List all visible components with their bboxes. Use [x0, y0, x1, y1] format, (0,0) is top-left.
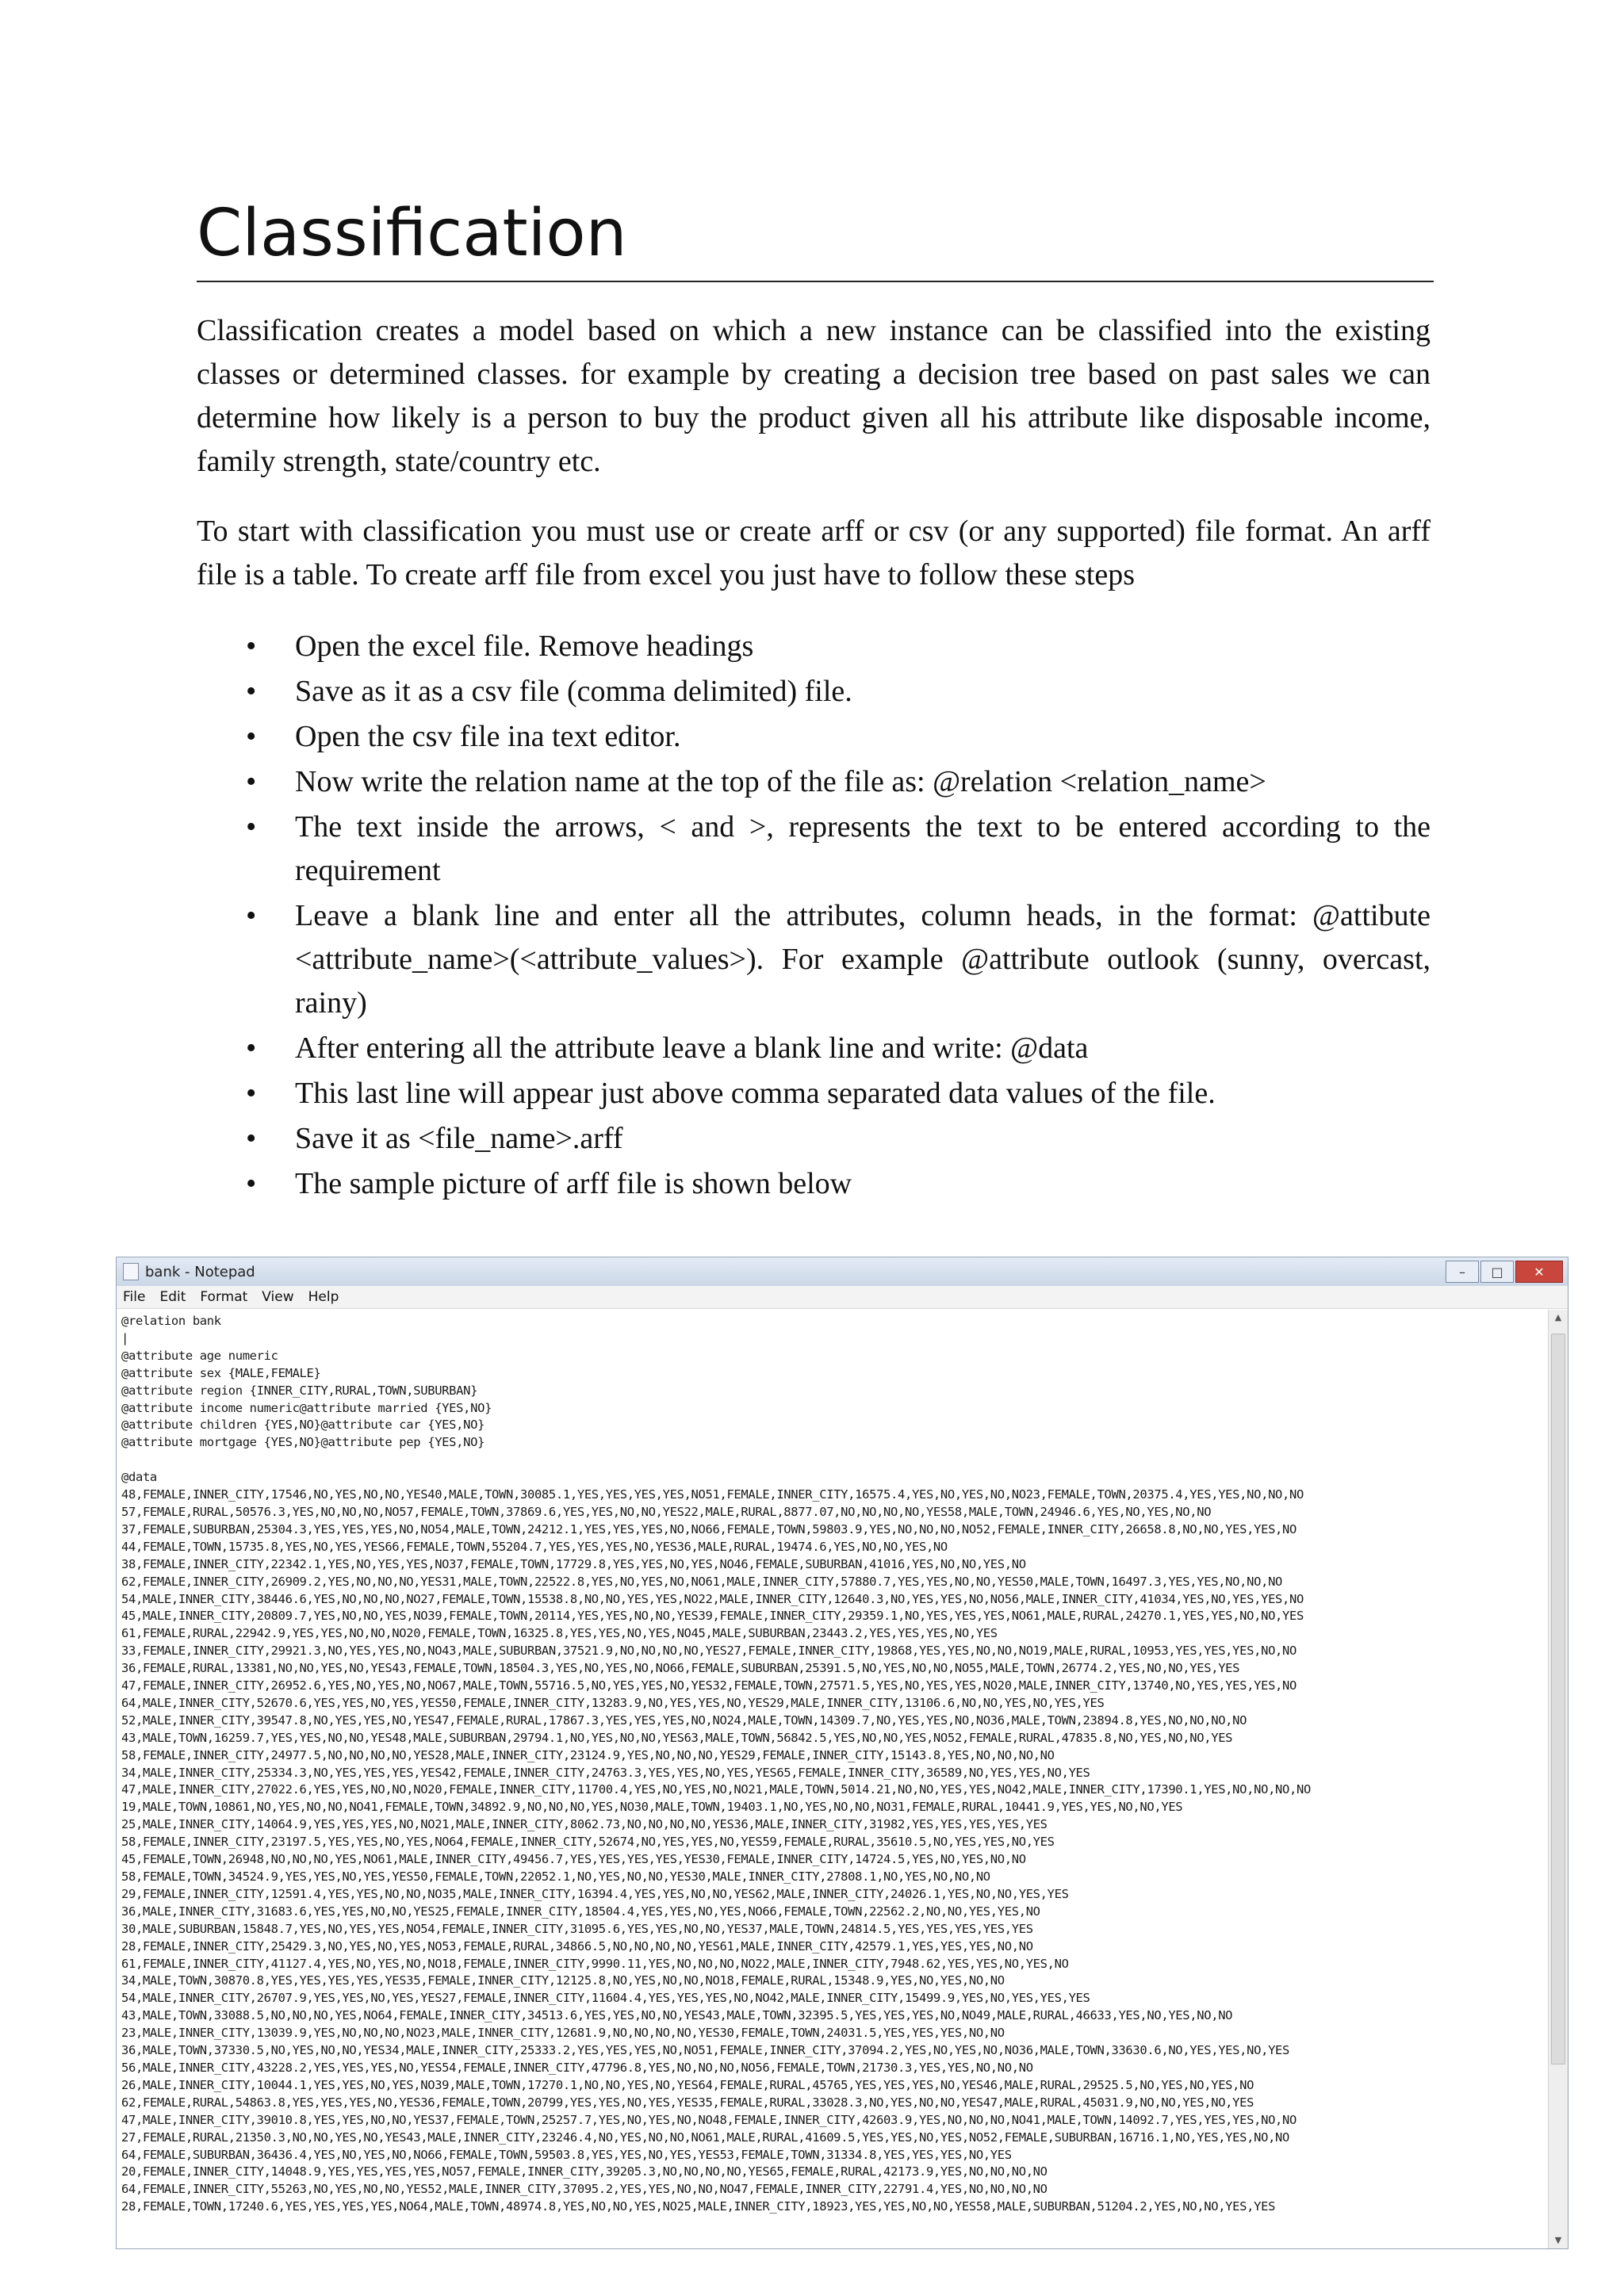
step-item: [246, 625, 1431, 668]
scroll-down-icon[interactable]: ▼: [1554, 2235, 1562, 2245]
step-item: [246, 894, 1431, 1025]
bullet-icon: •: [246, 810, 257, 844]
step-item: [246, 715, 1431, 759]
vertical-scrollbar[interactable]: [1548, 1310, 1568, 2248]
step-text: After entering all the attribute leave a blank line and write: @data: [295, 1031, 1089, 1065]
step-item: [246, 670, 1431, 714]
menu-format[interactable]: Format: [200, 1289, 248, 1305]
arff-file-content[interactable]: @relation bank | @attribute age numeric @attribute sex {MALE,FEMALE} @attribute region {INNER_CITY,RURAL,TOWN,SUBURBAN} @attribute income numeric@attribute married {YES,NO} @attribute children {YES,NO}@attribute car {YES,NO} @attribute mortgage {YES,NO}@attribute pep {YES,NO} @data 48,FEMALE,INNER_CITY,17546,NO,YES,NO,NO,YES40,MALE,TOWN,30085.1,YES,YES,YES,YES,NO51,FEMALE,INNER_CITY,16575.4,YES,NO,YES,NO,NO23,FEMALE,TOWN,20375.4,YES,YES,NO,NO,NO 57,FEMALE,RURAL,50576.3,YES,NO,NO,NO,NO57,FEMALE,TOWN,37869.6,YES,YES,NO,NO,YES22,MALE,RURAL,8877.07,NO,NO,NO,NO,YES58,MALE,TOWN,24946.6,YES,NO,YES,NO,NO 37,FEMALE,SUBURBAN,25304.3,YES,YES,YES,NO,NO54,MALE,TOWN,24212.1,YES,YES,YES,NO,NO66,FEMALE,TOWN,59803.9,YES,NO,NO,NO,NO52,FEMALE,INNER_CITY,26658.8,NO,NO,YES,YES,NO 44,FEMALE,TOWN,15735.8,YES,NO,YES,YES66,FEMALE,TOWN,55204.7,YES,YES,YES,NO,YES36,MALE,RURAL,19474.6,YES,NO,NO,YES,NO 38,FEMALE,INNER_CITY,22342.1,YES,NO,YES,YES,NO37,FEMALE,TOWN,17729.8,YES,YES,NO,YES,NO46,FEMALE,SUBURBAN,41016,YES,NO,NO,YES,NO 62,FEMALE,INNER_CITY,26909.2,YES,NO,NO,NO,YES31,MALE,TOWN,22522.8,YES,NO,YES,NO,NO61,MALE,INNER_CITY,57880.7,YES,YES,NO,NO,YES50,MALE,TOWN,16497.3,YES,YES,NO,NO,NO 54,MALE,INNER_CITY,38446.6,YES,NO,NO,NO,NO27,FEMALE,TOWN,15538.8,NO,NO,YES,YES,NO22,MALE,INNER_CITY,12640.3,NO,YES,YES,NO,NO56,MALE,INNER_CITY,41034,YES,NO,YES,YES,NO 45,MALE,INNER_CITY,20809.7,YES,NO,NO,YES,NO39,FEMALE,TOWN,20114,YES,YES,NO,NO,YES39,FEMALE,INNER_CITY,29359.1,NO,YES,YES,YES,NO61,MALE,RURAL,24270.1,YES,YES,NO,NO,YES 61,FEMALE,RURAL,22942.9,YES,YES,NO,NO,NO20,FEMALE,TOWN,16325.8,YES,YES,NO,YES,NO45,MALE,SUBURBAN,23443.2,YES,YES,YES,NO,YES 33,FEMALE,INNER_CITY,29921.3,NO,YES,YES,NO,NO43,MALE,SUBURBAN,37521.9,NO,NO,NO,NO,YES27,FEMALE,INNER_CITY,19868,YES,YES,NO,NO,NO19,MALE,RURAL,10953,YES,YES,YES,NO,NO 36,FEMALE,RURAL,13381,NO,NO,YES,NO,YES43,FEMALE,TOWN,18504.3,YES,NO,YES,NO,NO66,FEMALE,SUBURBAN,25391.5,NO,YES,NO,NO,NO55,MALE,TOWN,26774.2,YES,NO,NO,YES,YES 47,FEMALE,INNER_CITY,26952.6,YES,NO,YES,NO,NO67,MALE,TOWN,55716.5,NO,YES,YES,NO,YES32,FEMALE,TOWN,27571.5,YES,NO,YES,YES,NO20,MALE,INNER_CITY,13740,NO,YES,YES,YES,NO 64,MALE,INNER_CITY,52670.6,YES,YES,NO,YES,YES50,FEMALE,INNER_CITY,13283.9,NO,YES,YES,NO,YES29,MALE,INNER_CITY,13106.6,NO,NO,YES,NO,YES,YES 52,MALE,INNER_CITY,39547.8,NO,YES,YES,NO,YES47,FEMALE,RURAL,17867.3,YES,YES,YES,NO,NO24,MALE,TOWN,14309.7,NO,YES,YES,NO,NO36,MALE,TOWN,23894.8,YES,NO,NO,NO,NO 43,MALE,TOWN,16259.7,YES,YES,NO,NO,YES48,MALE,SUBURBAN,29794.1,NO,YES,NO,NO,YES63,MALE,TOWN,56842.5,YES,NO,NO,YES,NO52,FEMALE,RURAL,47835.8,NO,YES,NO,NO,YES 58,FEMALE,INNER_CITY,24977.5,NO,NO,NO,NO,YES28,MALE,INNER_CITY,23124.9,YES,NO,NO,NO,YES29,FEMALE,INNER_CITY,15143.8,YES,NO,NO,NO,NO 34,MALE,INNER_CITY,25334.3,NO,YES,YES,YES,YES42,FEMALE,INNER_CITY,24763.3,YES,YES,NO,YES,YES65,FEMALE,INNER_CITY,36589,NO,YES,YES,NO,YES 47,MALE,INNER_CITY,27022.6,YES,YES,NO,NO,NO20,FEMALE,INNER_CITY,11700.4,YES,NO,YES,NO,NO21,MALE,TOWN,5014.21,NO,NO,YES,YES,NO42,MALE,INNER_CITY,17390.1,YES,NO,NO,NO,NO 19,MALE,TOWN,10861,NO,YES,NO,NO,NO41,FEMALE,TOWN,34892.9,NO,NO,NO,YES,NO30,MALE,TOWN,19403.1,NO,YES,NO,NO,NO31,FEMALE,RURAL,10441.9,YES,YES,NO,NO,YES 25,MALE,INNER_CITY,14064.9,YES,YES,YES,NO,NO21,MALE,INNER_CITY,8062.73,NO,NO,NO,NO,YES36,MALE,INNER_CITY,31982,YES,YES,YES,YES,YES 58,FEMALE,INNER_CITY,23197.5,YES,YES,NO,YES,NO64,FEMALE,INNER_CITY,52674,NO,YES,YES,NO,YES59,FEMALE,RURAL,35610.5,NO,YES,YES,NO,YES 45,FEMALE,TOWN,26948,NO,NO,NO,YES,NO61,MALE,INNER_CITY,49456.7,YES,YES,YES,YES,YES30,FEMALE,INNER_CITY,14724.5,YES,NO,YES,NO,NO 58,FEMALE,TOWN,34524.9,YES,YES,NO,YES,YES50,FEMALE,TOWN,22052.1,NO,YES,NO,NO,YES30,MALE,INNER_CITY,27808.1,NO,YES,NO,NO,NO 29,FEMALE,INNER_CITY,12591.4,YES,YES,NO,NO,NO35,MALE,INNER_CITY,16394.4,YES,YES,NO,NO,YES62,MALE,INNER_CITY,24026.1,YES,NO,NO,YES,YES 36,MALE,INNER_CITY,31683.6,YES,YES,NO,NO,YES25,FEMALE,INNER_CITY,18504.4,YES,YES,NO,YES,NO66,FEMALE,TOWN,22562.2,NO,NO,YES,YES,NO 30,MALE,SUBURBAN,15848.7,YES,NO,YES,YES,NO54,FEMALE,INNER_CITY,31095.6,YES,YES,NO,NO,YES37,MALE,TOWN,24814.5,YES,YES,YES,YES,YES 28,FEMALE,INNER_CITY,25429.3,NO,YES,NO,YES,NO53,FEMALE,RURAL,34866.5,NO,NO,NO,NO,YES61,MALE,INNER_CITY,42579.1,YES,YES,YES,NO,NO 61,FEMALE,INNER_CITY,41127.4,YES,NO,YES,NO,NO18,FEMALE,INNER_CITY,9990.11,YES,NO,NO,NO,NO22,MALE,INNER_CITY,7948.62,YES,YES,NO,YES,NO 34,MALE,TOWN,30870.8,YES,YES,YES,YES,YES35,FEMALE,INNER_CITY,12125.8,NO,YES,NO,NO,NO18,FEMALE,RURAL,15348.9,YES,NO,YES,NO,NO 54,MALE,INNER_CITY,26707.9,YES,YES,NO,YES,YES27,FEMALE,INNER_CITY,11604.4,YES,YES,YES,NO,NO42,MALE,INNER_CITY,15499.9,YES,NO,YES,YES,YES 43,MALE,TOWN,33088.5,NO,NO,NO,YES,NO64,FEMALE,INNER_CITY,34513.6,YES,YES,NO,NO,YES43,MALE,TOWN,32395.5,YES,YES,YES,NO,NO49,MALE,RURAL,46633,YES,NO,YES,NO,NO 23,MALE,INNER_CITY,13039.9,YES,NO,NO,NO,NO23,MALE,INNER_CITY,12681.9,NO,NO,NO,NO,YES30,FEMALE,TOWN,24031.5,YES,YES,YES,NO,NO 36,MALE,TOWN,37330.5,NO,YES,NO,NO,YES34,MALE,INNER_CITY,25333.2,YES,YES,YES,NO,NO51,FEMALE,INNER_CITY,37094.2,YES,NO,YES,NO,NO36,MALE,TOWN,33630.6,NO,YES,YES,NO,YES 56,MALE,INNER_CITY,43228.2,YES,YES,YES,NO,YES54,FEMALE,INNER_CITY,47796.8,YES,NO,NO,NO,NO56,FEMALE,TOWN,21730.3,YES,YES,NO,NO,NO 26,MALE,INNER_CITY,10044.1,YES,YES,NO,YES,NO39,MALE,TOWN,17270.1,NO,NO,YES,NO,YES64,FEMALE,RURAL,45765,YES,YES,YES,NO,YES46,MALE,RURAL,29525.5,NO,YES,NO,YES,NO 62,FEMALE,RURAL,54863.8,YES,YES,YES,NO,YES36,FEMALE,TOWN,20799,YES,YES,NO,YES,YES35,FEMALE,RURAL,33028.3,NO,YES,NO,NO,YES47,MALE,RURAL,45031.9,NO,NO,YES,NO,YES 47,MALE,INNER_CITY,39010.8,YES,YES,NO,NO,YES37,FEMALE,TOWN,25257.7,YES,NO,YES,NO,NO48,FEMALE,INNER_CITY,42603.9,YES,NO,NO,NO,NO41,MALE,TOWN,14092.7,YES,YES,YES,NO,NO 27,FEMALE,RURAL,21350.3,NO,NO,YES,NO,YES43,MALE,INNER_CITY,23246.4,NO,YES,NO,NO,NO61,MALE,RURAL,41609.5,YES,YES,NO,YES,NO52,FEMALE,SUBURBAN,16716.1,NO,YES,YES,NO,NO 64,FEMALE,SUBURBAN,36436.4,YES,NO,YES,NO,NO66,FEMALE,TOWN,59503.8,YES,YES,NO,YES,YES53,FEMALE,TOWN,31334.8,YES,YES,YES,NO,YES 20,FEMALE,INNER_CITY,14048.9,YES,YES,YES,YES,NO57,FEMALE,INNER_CITY,39205.3,NO,NO,NO,NO,YES65,FEMALE,RURAL,42173.9,YES,NO,NO,NO,NO 64,FEMALE,INNER_CITY,55263,NO,YES,NO,NO,YES52,MALE,INNER_CITY,37095.2,YES,YES,NO,NO,NO47,FEMALE,INNER_CITY,22791.4,YES,NO,NO,NO,NO 28,FEMALE,TOWN,17240.6,YES,YES,YES,YES,NO64,MALE,TOWN,48974.8,YES,NO,NO,YES,NO25,MALE,INNER_CITY,18923,YES,YES,NO,NO,YES58,MALE,SUBURBAN,51204.2,YES,NO,NO,YES,YES: [121, 1314, 1311, 2214]
minimize-button[interactable]: –: [1446, 1261, 1479, 1283]
bullet-icon: •: [246, 765, 257, 798]
title-underline: [197, 281, 1434, 282]
step-item: [246, 1162, 1431, 1206]
notepad-text-area[interactable]: [117, 1310, 1549, 2248]
step-item: [246, 760, 1431, 804]
window-controls: [1446, 1261, 1563, 1283]
maximize-button[interactable]: □: [1480, 1261, 1514, 1283]
notepad-icon: [123, 1263, 139, 1280]
steps-list: [246, 625, 1431, 1207]
bullet-icon: •: [246, 1077, 257, 1110]
menu-help[interactable]: Help: [308, 1289, 339, 1305]
step-text: The text inside the arrows, < and >, represents the text to be entered according to the requirement: [295, 810, 1431, 887]
intro-paragraph: Classification creates a model based on which a new instance can be classified into the existing classes or determined classes. for example by creating a decision tree based on past sales we can determine how likely is a person to buy the product given all his attribute like disposable income, family strength, state/country etc.: [197, 314, 1431, 478]
arff-paragraph: To start with classification you must use or create arff or csv (or any supported) file format. An arff file is a table. To create arff file from excel you just have to follow these steps: [197, 515, 1431, 591]
step-item: [246, 1117, 1431, 1161]
bullet-icon: •: [246, 1122, 257, 1155]
menu-file[interactable]: File: [123, 1289, 146, 1305]
window-title: bank - Notepad: [145, 1263, 255, 1280]
step-text: Now write the relation name at the top of the file as: @relation <relation_name>: [295, 765, 1266, 798]
step-text: The sample picture of arff file is shown below: [295, 1167, 852, 1200]
step-item: [246, 806, 1431, 893]
scroll-thumb[interactable]: [1551, 1334, 1565, 2064]
step-text: This last line will appear just above comma separated data values of the file.: [295, 1077, 1216, 1110]
step-text: Leave a blank line and enter all the attributes, column heads, in the format: @attibute <attribute_name>(<attribute_values>). For example @attribute outlook (sunny, overcast, rainy): [295, 899, 1431, 1020]
notepad-window: [116, 1257, 1568, 2249]
notepad-titlebar[interactable]: [117, 1257, 1568, 1286]
bullet-icon: •: [246, 1031, 257, 1065]
step-item: [246, 1027, 1431, 1070]
menu-bar: [117, 1286, 1568, 1309]
close-button[interactable]: ✕: [1515, 1261, 1563, 1283]
bullet-icon: •: [246, 675, 257, 708]
step-text: Save as it as a csv file (comma delimited) file.: [295, 675, 852, 708]
step-item: [246, 1072, 1431, 1115]
menu-edit[interactable]: Edit: [159, 1289, 186, 1305]
step-text: Open the excel file. Remove headings: [295, 629, 754, 663]
step-text: Open the csv file ina text editor.: [295, 720, 681, 753]
scroll-up-icon[interactable]: ▲: [1554, 1312, 1562, 1322]
bullet-icon: •: [246, 899, 257, 932]
bullet-icon: •: [246, 720, 257, 753]
step-text: Save it as <file_name>.arff: [295, 1122, 623, 1155]
menu-view[interactable]: View: [262, 1289, 294, 1305]
bullet-icon: •: [246, 629, 257, 663]
bullet-icon: •: [246, 1167, 257, 1200]
page-title: Classification: [197, 196, 627, 271]
